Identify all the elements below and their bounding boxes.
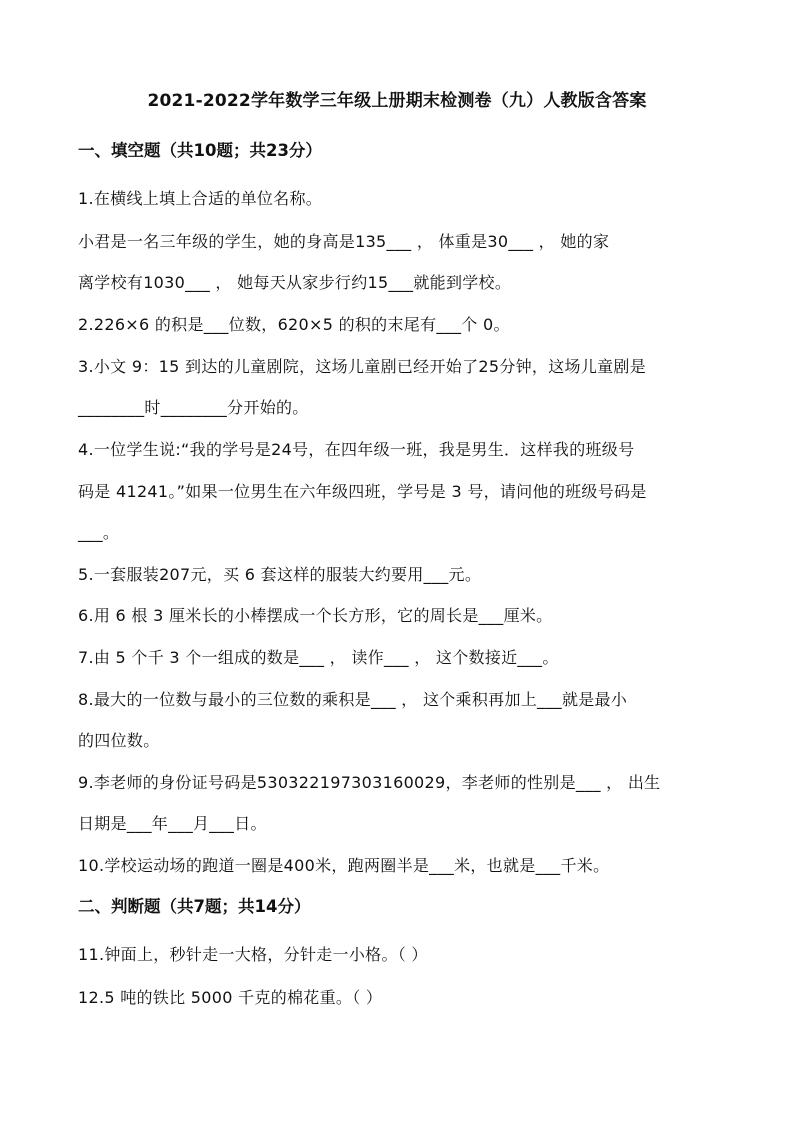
question-line: 码是 41241。”如果一位男生在六年级四班，学号是 3 号，请问他的班级号码是 [78,482,647,501]
question-line: 的四位数。 [78,731,160,750]
question-line: 8.最大的一位数与最小的三位数的乘积是___ ， 这个乘积再加上___就是最小 [78,690,628,709]
question-line: 日期是___年___月___日。 [78,814,267,833]
section-heading-fill-in: 一、填空题（共10题；共23分） [78,141,322,160]
question-line: 1.在横线上填上合适的单位名称。 [78,189,323,208]
question-line: 7.由 5 个千 3 个一组成的数是___ ， 读作___ ， 这个数接近___。 [78,648,559,667]
question-line: 10.学校运动场的跑道一圈是400米，跑两圈半是___米，也就是___千米。 [78,856,610,875]
question-line: 2.226×6 的积是___位数，620×5 的积的末尾有___个 0。 [78,315,510,334]
question-line: 9.李老师的身份证号码是530322197303160029，李老师的性别是___ ， 出生 [78,773,661,792]
question-line: ________时________分开始的。 [78,398,309,417]
section-heading-true-false: 二、判断题（共7题；共14分） [78,897,311,916]
question-line: 3.小文 9：15 到达的儿童剧院，这场儿童剧已经开始了25分钟，这场儿童剧是 [78,357,647,376]
question-line: 11.钟面上，秒针走一大格，分针走一小格。（ ） [78,945,428,964]
question-line: 6.用 6 根 3 厘米长的小棒摆成一个长方形，它的周长是___厘米。 [78,606,553,625]
question-line: 离学校有1030___ ， 她每天从家步行约15___就能到学校。 [78,273,512,292]
document-title: 2021-2022学年数学三年级上册期末检测卷（九）人教版含答案 [147,91,647,111]
question-line: 12.5 吨的铁比 5000 千克的棉花重。（ ） [78,988,383,1007]
question-line: 小君是一名三年级的学生，她的身高是135___ ， 体重是30___ ， 她的家 [78,232,610,251]
question-line: ___。 [78,523,120,542]
question-line: 5.一套服装207元，买 6 套这样的服装大约要用___元。 [78,565,482,584]
question-line: 4.一位学生说:“我的学号是24号，在四年级一班，我是男生．这样我的班级号 [78,440,635,459]
